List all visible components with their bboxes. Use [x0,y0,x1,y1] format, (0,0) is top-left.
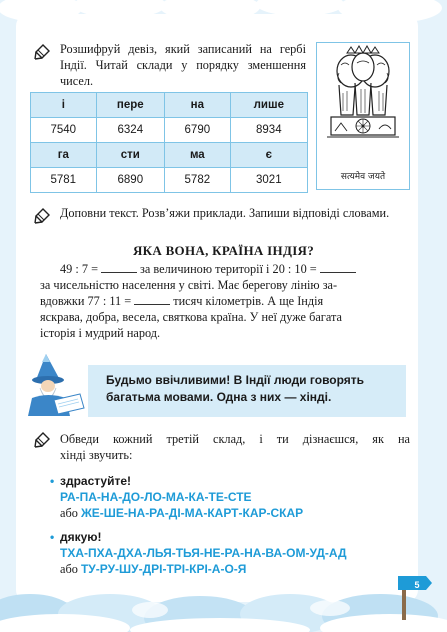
india-emblem-image [316,42,410,190]
thanks-label: дякую! [60,530,102,544]
lion-capital-icon [317,43,409,167]
text-line-5: історія і мудрий народ. [40,326,161,340]
or-word: або [60,562,78,576]
note-text [106,372,402,406]
table-cell: 6790 [165,118,231,143]
syllable-code-table [30,92,308,193]
note-line-1: Будьмо ввічливими! В Індії люди говорять [106,373,365,387]
table-cell: лише [230,93,307,118]
note-line-2 [106,389,402,406]
text-line-1 [60,262,410,278]
text-title: ЯКА ВОНА, КРАЇНА ІНДІЯ? [132,243,315,258]
table-cell: на [165,93,231,118]
or-word: або [60,506,78,520]
bullet-dot: • [50,474,55,488]
table-cell: і [31,93,97,118]
table-cell: сти [96,143,164,168]
table-cell: 6890 [96,168,164,193]
thanks-sequence-1: ТХА-ПХА-ДХА-ЛЬЯ-ТЬЯ-НЕ-РА-НА-ВА-ОМ-УД-АД [60,546,347,560]
answer-blank-1[interactable] [101,262,137,273]
table-cell: 5782 [165,168,231,193]
wizard-reading-book-icon [26,352,88,418]
hello-sequence-1: РА-ПА-НА-ДО-ЛО-МА-КА-ТЕ-СТЕ [60,490,252,504]
task3-instruction-line-1: Обведи кожний третій склад, і ти дізнаєшся, як на [60,432,410,446]
answer-blank-2[interactable] [320,262,356,273]
task1-instruction: Розшифруй девіз, який записаний на гербі Індії. Читай склади у порядку зменшення чисел. [60,42,306,88]
table-cell: пере [96,93,164,118]
example-2: за величиною території і 20 : 10 = [140,262,317,276]
example-3: вдовжки 77 : 11 = [40,294,132,308]
note-line-2-start: багатьма мовами. Одна з них — [106,390,297,404]
page-number: 5 [414,580,420,590]
bullet-dot: • [50,530,55,544]
table-cell: 5781 [31,168,97,193]
bottom-clouds-decoration [0,570,447,632]
hello-sequence-2-line [60,506,410,522]
task2-instruction: Доповни текст. Розв’яжи приклади. Запиши відповіді словами. [60,206,390,220]
table-cell: 3021 [230,168,307,193]
answer-blank-3[interactable] [134,294,170,305]
table-cell: є [230,143,307,168]
thanks-sequence-2: ТУ-РУ-ШУ-ДРІ-ТРІ-КРІ-А-О-Я [80,562,247,576]
hello-label: здрастуйте! [60,474,132,488]
table-cell: га [31,143,97,168]
table-cell: ма [165,143,231,168]
example-1: 49 : 7 = [60,262,99,276]
pencil-task-icon [34,44,50,60]
emblem-motto: सत्यमेव जयते [340,172,386,182]
table-cell: 8934 [230,118,307,143]
text-line-2: за чисельністю населення у світі. Має берегову лінію за- [40,278,338,292]
text-line-4: яскрава, добра, весела, святкова країна. У неї дуже багата [40,310,342,324]
table-cell: 7540 [31,118,97,143]
pencil-task-icon [34,432,50,448]
text-line-3-rest: тисяч кілометрів. А ще Індія [173,294,324,308]
note-emphasis: хінді. [299,390,332,404]
hello-sequence-2: ЖЕ-ШЕ-НА-РА-ДІ-МА-КАРТ-КАР-СКАР [80,506,304,520]
text-line-3 [40,294,408,310]
pencil-task-icon [34,208,50,224]
table-cell: 6324 [96,118,164,143]
task3-instruction-line-2: хінді звучить: [60,448,133,462]
